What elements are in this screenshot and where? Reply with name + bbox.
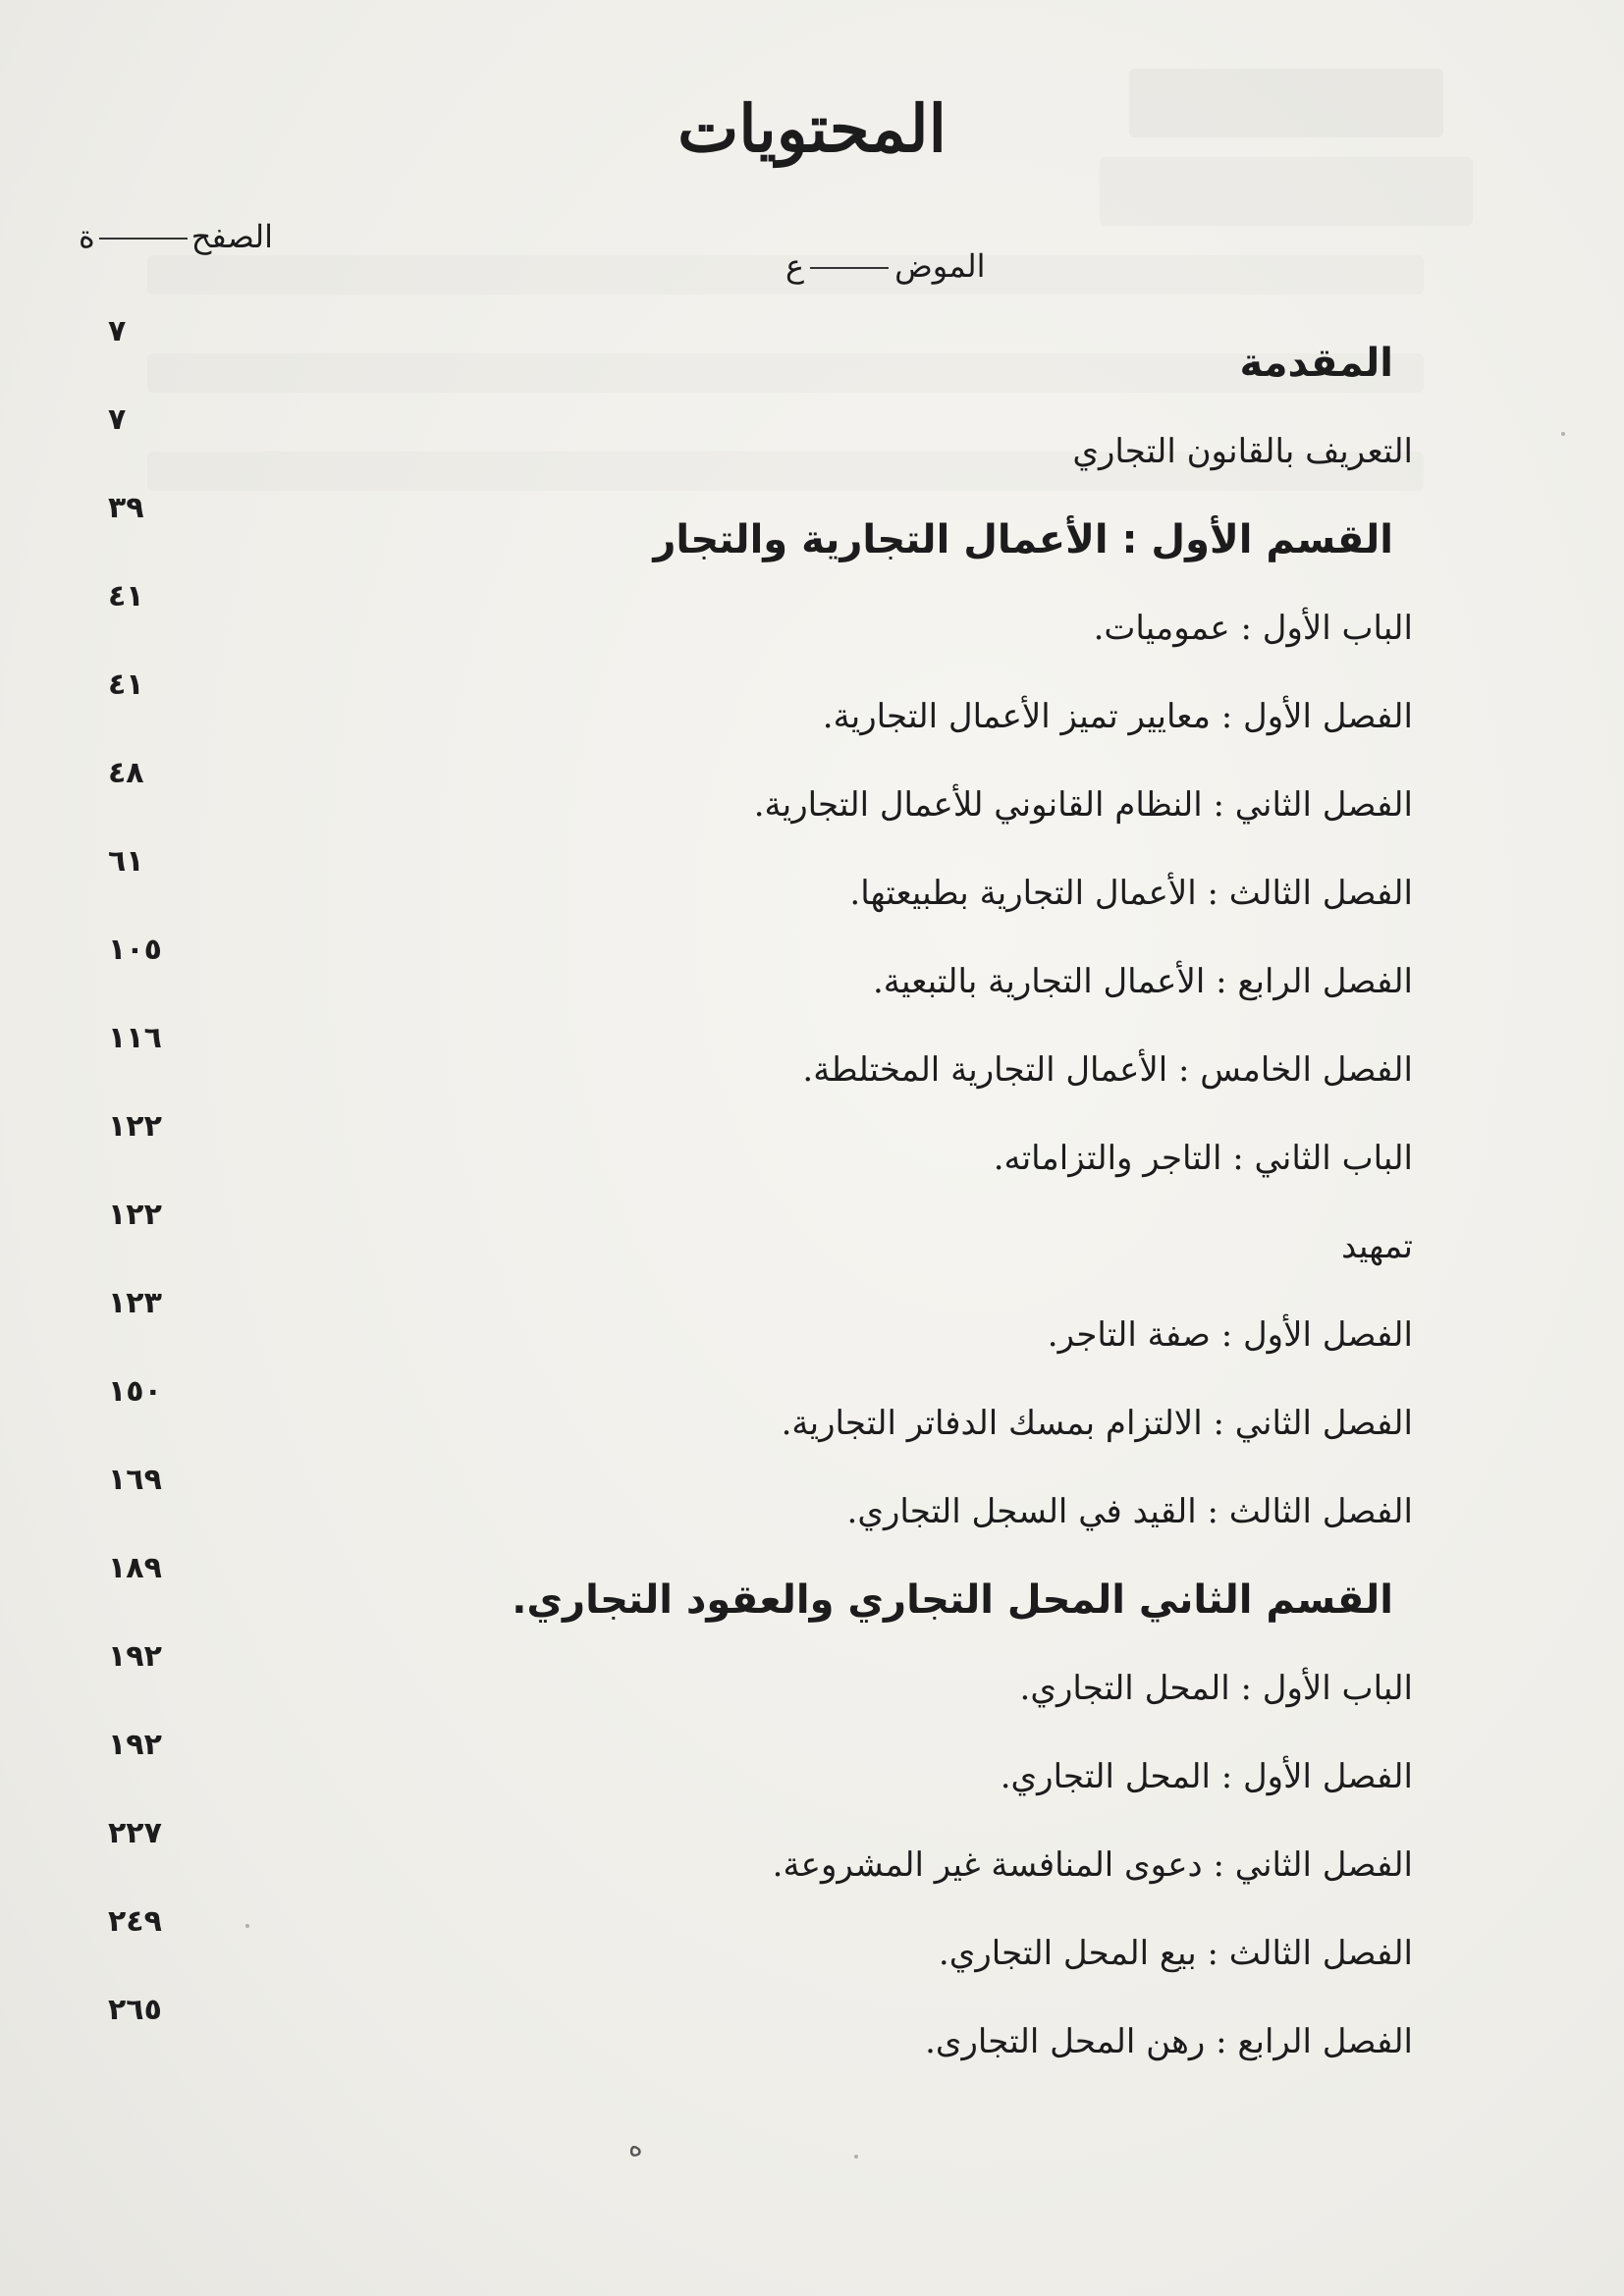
toc-page-number: ١١٦ — [108, 1021, 162, 1055]
toc-page-number: ١٩٢ — [108, 1639, 162, 1674]
toc-entry: الفصل الأول : معايير تميز الأعمال التجارية. — [822, 697, 1413, 736]
toc-entry: الفصل الأول : المحل التجاري. — [1000, 1757, 1413, 1796]
toc-page-number: ١٨٩ — [108, 1551, 162, 1585]
toc-entry: الفصل الثالث : الأعمال التجارية بطبيعتها. — [849, 874, 1413, 913]
toc-section-heading: القسم الأول : الأعمال التجارية والتجار — [653, 517, 1393, 562]
folio-mark: ه — [628, 2130, 643, 2163]
toc-entry: الفصل الثالث : بيع المحل التجاري. — [938, 1934, 1413, 1973]
toc-entry: الفصل الثاني : الالتزام بمسك الدفاتر التجارية. — [781, 1404, 1413, 1443]
bleed-through-band-2 — [1100, 157, 1473, 226]
toc-entry: الفصل الثاني : النظام القانوني للأعمال التجارية. — [753, 785, 1413, 825]
toc-section-heading: القسم الثاني المحل التجاري والعقود التجاري. — [512, 1577, 1393, 1623]
page-header-end: ة — [79, 218, 95, 255]
toc-page-number: ١٩٢ — [108, 1728, 162, 1762]
toc-page-number: ٢٤٩ — [108, 1904, 162, 1939]
paper-speck — [854, 2155, 858, 2159]
topic-header-start: الموض — [894, 247, 986, 285]
toc-page-number: ٧ — [108, 314, 127, 348]
toc-page-number: ١٥٠ — [108, 1374, 162, 1409]
toc-page-number: ١٢٣ — [108, 1286, 162, 1320]
page-title: المحتويات — [677, 90, 947, 167]
paper-speck — [245, 1924, 249, 1928]
toc-page-number: ١٦٩ — [108, 1463, 162, 1497]
header-stretch-line — [810, 267, 889, 269]
header-stretch-line — [99, 238, 188, 240]
toc-page-number: ٤١ — [108, 579, 144, 614]
toc-page-number: ٣٩ — [108, 491, 144, 525]
toc-entry: الباب الثاني : التاجر والتزاماته. — [993, 1139, 1413, 1178]
paper-speck — [1561, 432, 1565, 436]
topic-column-header — [785, 247, 985, 285]
toc-entry: التعريف بالقانون التجاري — [1072, 432, 1413, 471]
toc-page-number: ١٢٢ — [108, 1109, 162, 1144]
toc-entry: الباب الأول : المحل التجاري. — [1019, 1669, 1413, 1708]
toc-entry: الفصل الخامس : الأعمال التجارية المختلطة. — [802, 1050, 1413, 1090]
toc-entry: الفصل الرابع : رهن المحل التجارى. — [925, 2022, 1413, 2061]
toc-page-number: ٢٢٧ — [108, 1816, 162, 1850]
toc-page-number: ١٢٢ — [108, 1198, 162, 1232]
toc-page-number: ٤١ — [108, 667, 144, 702]
toc-entry: الفصل الثاني : دعوى المنافسة غير المشروعة. — [772, 1845, 1413, 1885]
toc-section-heading: المقدمة — [1239, 341, 1393, 386]
toc-page-number: ٧ — [108, 402, 127, 437]
toc-entry: تمهيد — [1341, 1227, 1413, 1266]
page-column-header — [79, 218, 273, 255]
toc-entry: الباب الأول : عموميات. — [1093, 609, 1413, 648]
toc-page-number: ٢٦٥ — [108, 1993, 162, 2027]
toc-page-number: ٤٨ — [108, 756, 144, 790]
toc-page-number: ٦١ — [108, 844, 144, 879]
page-header-start: الصفح — [190, 218, 273, 255]
toc-page-number: ١٠٥ — [108, 933, 162, 967]
toc-entry: الفصل الرابع : الأعمال التجارية بالتبعية. — [872, 962, 1413, 1001]
toc-entry: الفصل الأول : صفة التاجر. — [1047, 1315, 1413, 1355]
topic-header-end: ع — [785, 247, 805, 285]
toc-entry: الفصل الثالث : القيد في السجل التجاري. — [846, 1492, 1413, 1531]
